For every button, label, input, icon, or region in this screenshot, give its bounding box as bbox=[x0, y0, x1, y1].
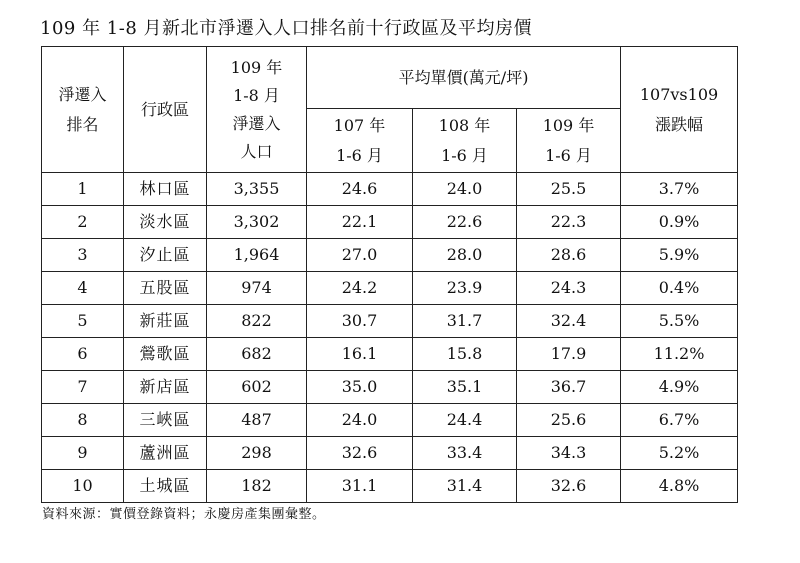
header-change-line1: 107vs109 bbox=[639, 84, 719, 104]
cell-change: 6.7% bbox=[621, 404, 738, 437]
cell-price-109: 17.9 bbox=[517, 338, 621, 371]
cell-price-107: 16.1 bbox=[307, 338, 413, 371]
ranking-table bbox=[41, 46, 738, 503]
cell-price-109: 24.3 bbox=[517, 272, 621, 305]
header-net-line1: 109 年 bbox=[230, 57, 283, 77]
cell-price-108: 24.0 bbox=[413, 173, 517, 206]
cell-price-109: 28.6 bbox=[517, 239, 621, 272]
cell-district: 淡水區 bbox=[124, 206, 207, 239]
cell-net-migration: 974 bbox=[207, 272, 307, 305]
cell-net-migration: 602 bbox=[207, 371, 307, 404]
cell-price-108: 35.1 bbox=[413, 371, 517, 404]
cell-price-108: 28.0 bbox=[413, 239, 517, 272]
cell-price-108: 15.8 bbox=[413, 338, 517, 371]
cell-rank: 8 bbox=[42, 404, 124, 437]
cell-price-109: 25.6 bbox=[517, 404, 621, 437]
cell-district: 新莊區 bbox=[124, 305, 207, 338]
source-note: 資料來源：實價登錄資料；永慶房產集團彙整。 bbox=[42, 507, 326, 522]
cell-rank: 10 bbox=[42, 470, 124, 503]
header-price-109 bbox=[517, 109, 621, 173]
cell-change: 4.8% bbox=[621, 470, 738, 503]
header-rank-line1: 淨遷入 bbox=[58, 84, 107, 104]
table-row bbox=[42, 239, 738, 272]
cell-price-109: 34.3 bbox=[517, 437, 621, 470]
cell-price-107: 30.7 bbox=[307, 305, 413, 338]
cell-price-109: 32.4 bbox=[517, 305, 621, 338]
cell-net-migration: 3,355 bbox=[207, 173, 307, 206]
header-rank-line2: 排名 bbox=[66, 114, 99, 134]
cell-rank: 6 bbox=[42, 338, 124, 371]
cell-price-109: 22.3 bbox=[517, 206, 621, 239]
header-price-group: 平均單價(萬元/坪) bbox=[307, 47, 621, 109]
header-p107-line1: 107 年 bbox=[333, 115, 386, 135]
cell-price-107: 35.0 bbox=[307, 371, 413, 404]
header-price-107 bbox=[307, 109, 413, 173]
page-title: 109 年 1-8 月新北市淨遷入人口排名前十行政區及平均房價 bbox=[40, 18, 533, 39]
cell-net-migration: 182 bbox=[207, 470, 307, 503]
cell-price-107: 22.1 bbox=[307, 206, 413, 239]
header-p108-line2: 1-6 月 bbox=[441, 145, 488, 165]
cell-district: 蘆洲區 bbox=[124, 437, 207, 470]
cell-district: 土城區 bbox=[124, 470, 207, 503]
cell-district: 五股區 bbox=[124, 272, 207, 305]
table-row bbox=[42, 404, 738, 437]
cell-net-migration: 1,964 bbox=[207, 239, 307, 272]
cell-price-107: 24.0 bbox=[307, 404, 413, 437]
header-net-migration bbox=[207, 47, 307, 173]
header-change bbox=[621, 47, 738, 173]
header-p109-line1: 109 年 bbox=[542, 115, 595, 135]
cell-net-migration: 298 bbox=[207, 437, 307, 470]
header-change-line2: 漲跌幅 bbox=[655, 114, 704, 134]
header-district: 行政區 bbox=[124, 47, 207, 173]
cell-price-108: 23.9 bbox=[413, 272, 517, 305]
cell-district: 林口區 bbox=[124, 173, 207, 206]
table-row bbox=[42, 437, 738, 470]
cell-price-107: 32.6 bbox=[307, 437, 413, 470]
header-p107-line2: 1-6 月 bbox=[336, 145, 383, 165]
cell-change: 3.7% bbox=[621, 173, 738, 206]
cell-price-107: 27.0 bbox=[307, 239, 413, 272]
cell-net-migration: 682 bbox=[207, 338, 307, 371]
table-row bbox=[42, 173, 738, 206]
header-p109-line2: 1-6 月 bbox=[545, 145, 592, 165]
cell-price-108: 31.4 bbox=[413, 470, 517, 503]
cell-change: 4.9% bbox=[621, 371, 738, 404]
cell-price-108: 24.4 bbox=[413, 404, 517, 437]
header-net-line2: 1-8 月 bbox=[233, 85, 280, 105]
header-net-line4: 人口 bbox=[240, 141, 273, 161]
cell-change: 5.5% bbox=[621, 305, 738, 338]
cell-rank: 9 bbox=[42, 437, 124, 470]
cell-net-migration: 487 bbox=[207, 404, 307, 437]
cell-price-109: 32.6 bbox=[517, 470, 621, 503]
cell-change: 5.9% bbox=[621, 239, 738, 272]
cell-district: 三峽區 bbox=[124, 404, 207, 437]
cell-price-108: 33.4 bbox=[413, 437, 517, 470]
cell-change: 0.9% bbox=[621, 206, 738, 239]
cell-rank: 2 bbox=[42, 206, 124, 239]
header-net-line3: 淨遷入 bbox=[232, 113, 281, 133]
cell-net-migration: 3,302 bbox=[207, 206, 307, 239]
cell-price-107: 24.6 bbox=[307, 173, 413, 206]
header-p108-line1: 108 年 bbox=[438, 115, 491, 135]
cell-rank: 3 bbox=[42, 239, 124, 272]
cell-rank: 1 bbox=[42, 173, 124, 206]
cell-rank: 7 bbox=[42, 371, 124, 404]
table-body bbox=[42, 173, 738, 503]
cell-district: 新店區 bbox=[124, 371, 207, 404]
cell-rank: 4 bbox=[42, 272, 124, 305]
cell-net-migration: 822 bbox=[207, 305, 307, 338]
cell-change: 11.2% bbox=[621, 338, 738, 371]
table-row bbox=[42, 371, 738, 404]
cell-price-108: 22.6 bbox=[413, 206, 517, 239]
header-rank bbox=[42, 47, 124, 173]
header-price-108 bbox=[413, 109, 517, 173]
table-row bbox=[42, 206, 738, 239]
cell-price-107: 31.1 bbox=[307, 470, 413, 503]
table-header bbox=[42, 47, 738, 173]
cell-rank: 5 bbox=[42, 305, 124, 338]
cell-change: 5.2% bbox=[621, 437, 738, 470]
table-row bbox=[42, 305, 738, 338]
cell-price-109: 25.5 bbox=[517, 173, 621, 206]
cell-price-109: 36.7 bbox=[517, 371, 621, 404]
table-row bbox=[42, 338, 738, 371]
table-row bbox=[42, 272, 738, 305]
cell-change: 0.4% bbox=[621, 272, 738, 305]
cell-district: 汐止區 bbox=[124, 239, 207, 272]
cell-district: 鶯歌區 bbox=[124, 338, 207, 371]
cell-price-108: 31.7 bbox=[413, 305, 517, 338]
cell-price-107: 24.2 bbox=[307, 272, 413, 305]
table-row bbox=[42, 470, 738, 503]
